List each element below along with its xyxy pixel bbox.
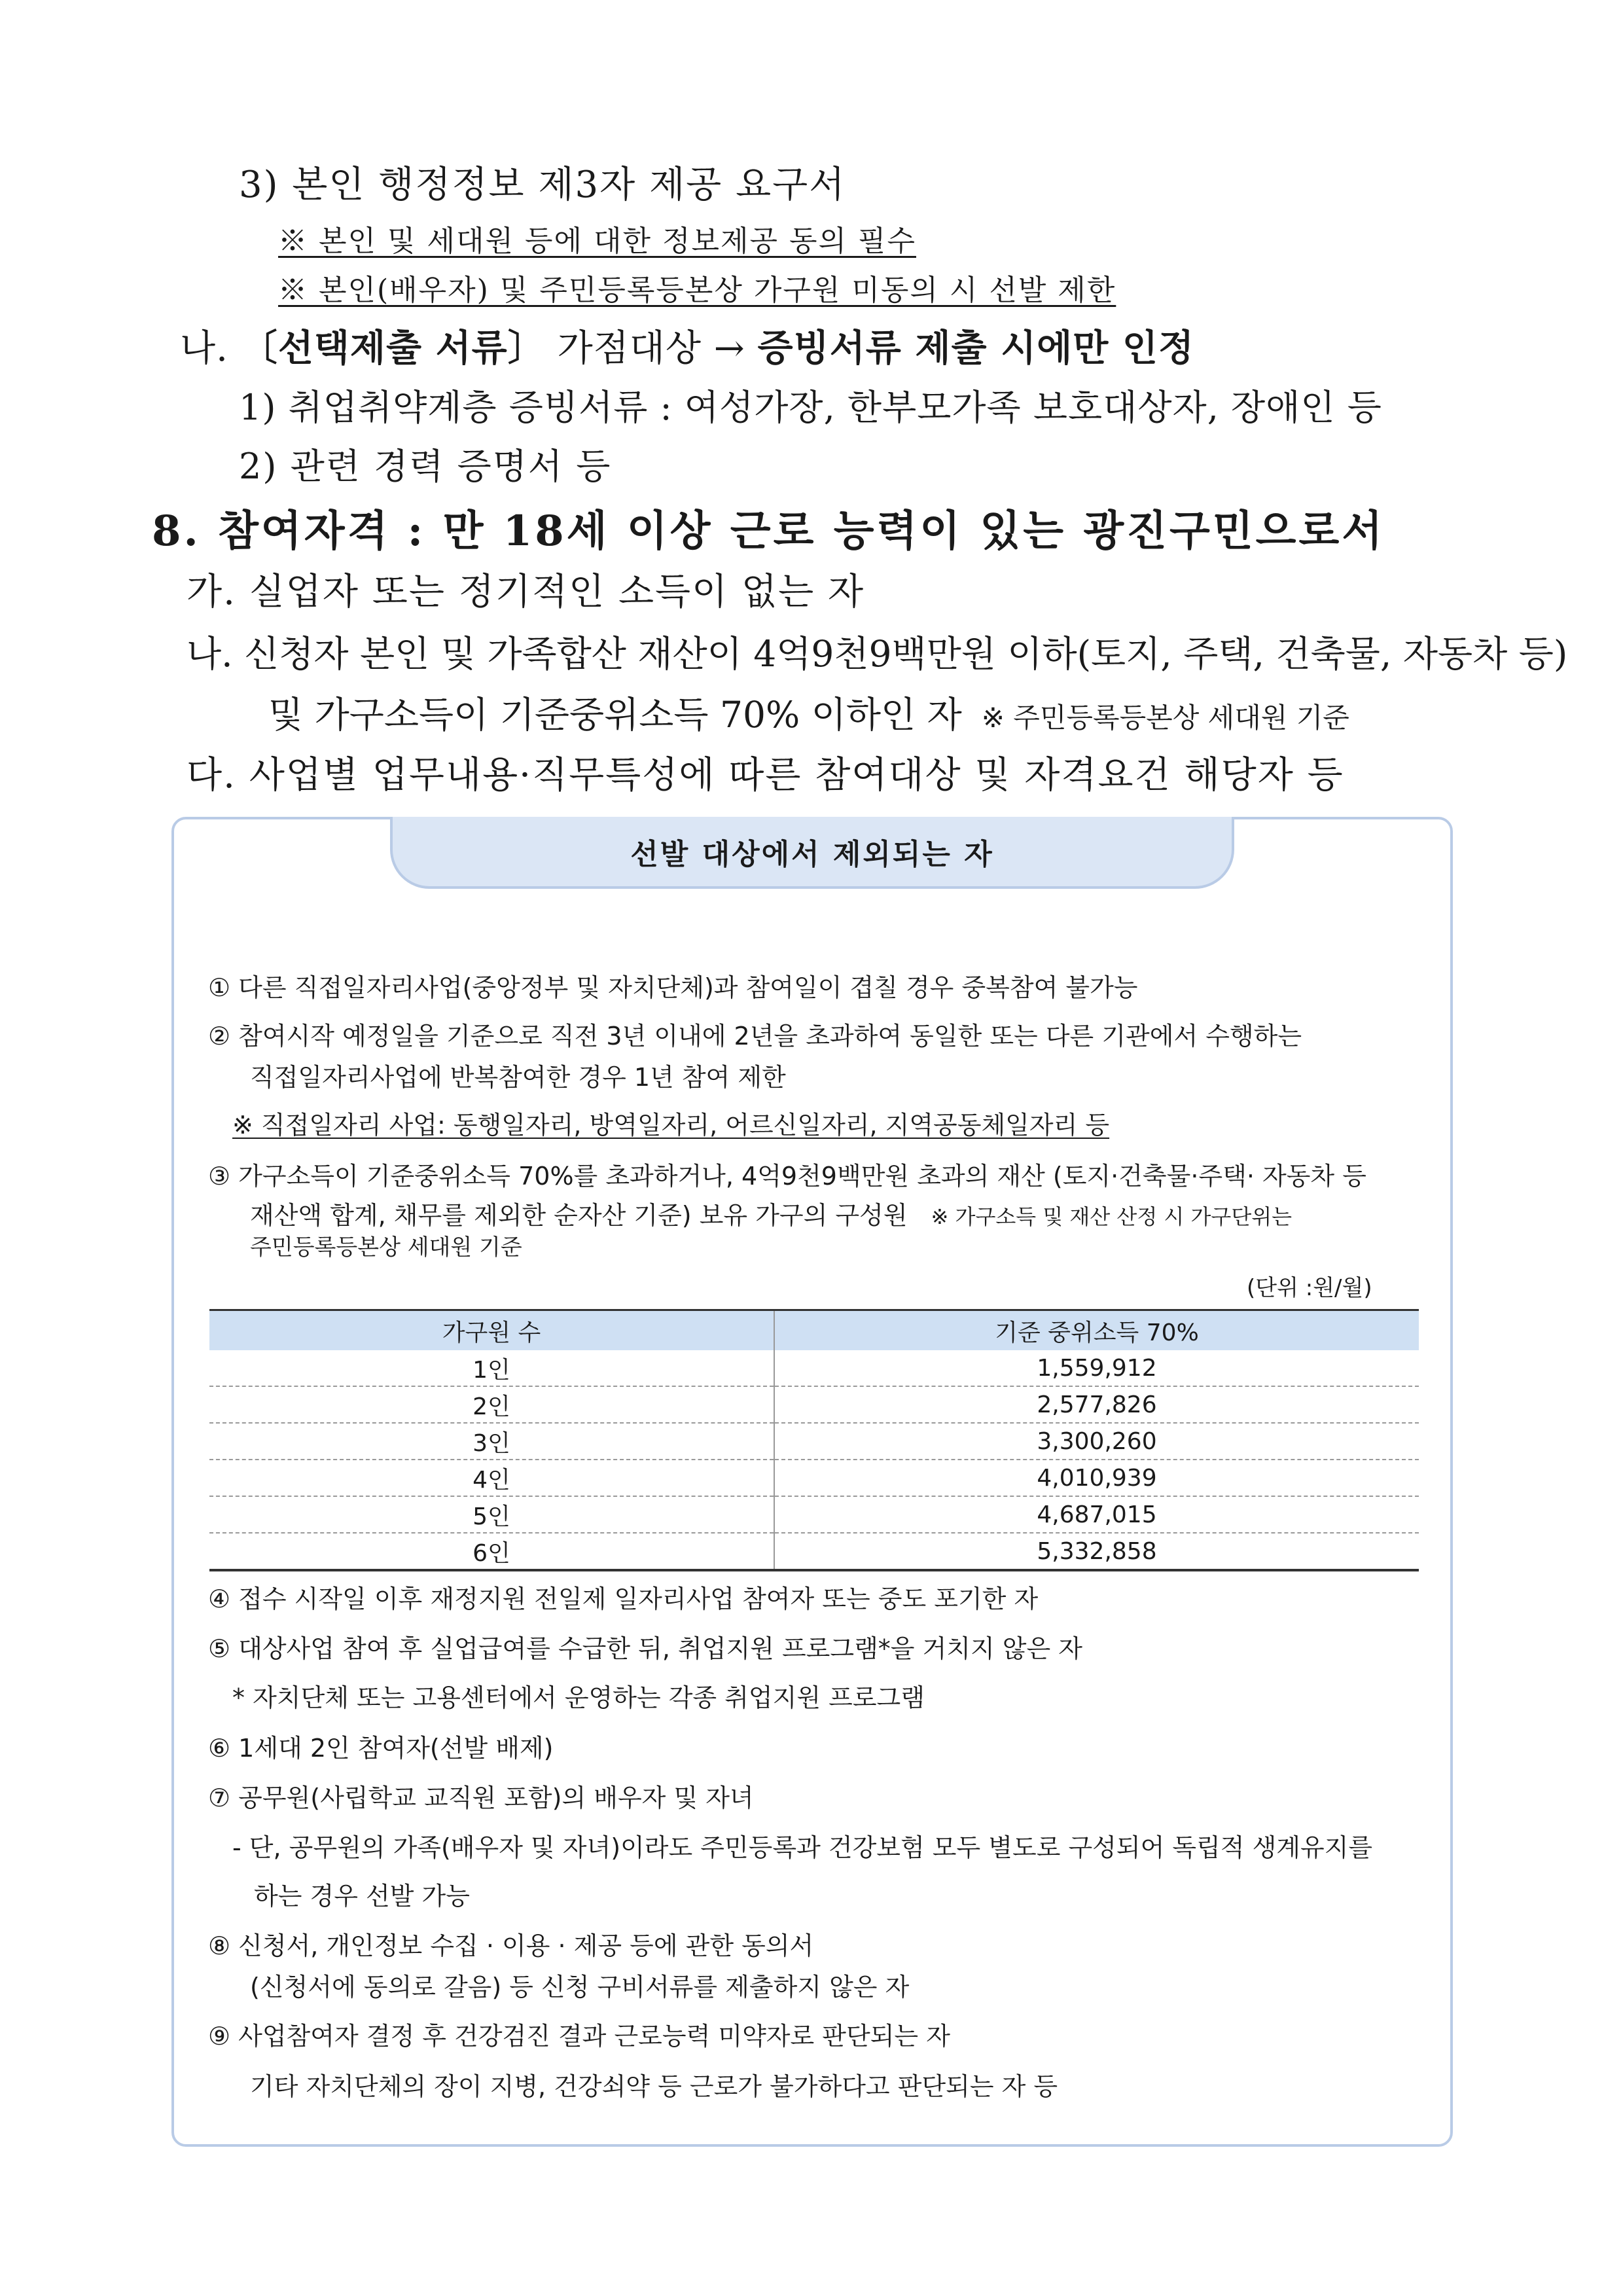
exclusion-item-6: ⑥ 1세대 2인 참여자(선발 배제)	[208, 1734, 554, 1763]
table-cell-income: 5,332,858	[774, 1533, 1419, 1570]
eligibility-b: 나. 신청자 본인 및 가족합산 재산이 4억9천9백만원 이하(토지, 주택, 건축물, 자동차 등)	[187, 633, 1568, 675]
optional-documents-label: 〔선택제출 서류〕	[240, 327, 545, 370]
median-income-table	[209, 1309, 1419, 1571]
eligibility-b-text: 및 가구소득이 기준중위소득 70% 이하인 자	[268, 694, 962, 736]
exclusion-item-2-continued: 직접일자리사업에 반복참여한 경우 1년 참여 제한	[250, 1063, 786, 1092]
table-row	[209, 1496, 1419, 1533]
note-selection-restriction: ※ 본인(배우자) 및 주민등록등본상 가구원 미동의 시 선발 제한	[278, 274, 1116, 307]
note-consent-required: ※ 본인 및 세대원 등에 대한 정보제공 동의 필수	[278, 224, 916, 258]
exclusion-item-2-note: ※ 직접일자리 사업: 동행일자리, 방역일자리, 어르신일자리, 지역공동체일자리 등	[232, 1111, 1110, 1139]
bonus-target-text: 가점대상 →	[544, 327, 758, 370]
exclusion-item-3-continued	[250, 1195, 1292, 1231]
optional-documents-line	[180, 319, 1194, 372]
section-8-heading: 8. 참여자격 : 만 18세 이상 근로 능력이 있는 광진구민으로서	[152, 507, 1385, 556]
exclusion-item-1: ① 다른 직접일자리사업(중앙정부 및 자치단체)과 참여일이 겹칠 경우 중복참여 불가능	[208, 973, 1138, 1002]
exclusion-item-7-exception: - 단, 공무원의 가족(배우자 및 자녀)이라도 주민등록과 건강보험 모두 별도로 구성되어 독립적 생계유지를	[232, 1833, 1373, 1862]
table-header-row	[209, 1310, 1419, 1351]
eligibility-a: 가. 실업자 또는 정기적인 소득이 없는 자	[187, 571, 865, 613]
sub-item-1: 1) 취업취약계층 증빙서류 : 여성가장, 한부모가족 보호대상자, 장애인 등	[239, 387, 1382, 428]
eligibility-b-note: ※ 주민등록등본상 세대원 기준	[981, 702, 1349, 734]
table-cell-household: 4인	[209, 1460, 774, 1496]
table-cell-household: 6인	[209, 1533, 774, 1570]
table-unit-label: (단위 :원/월)	[1247, 1275, 1372, 1301]
exclusion-item-2: ② 참여시작 예정일을 기준으로 직전 3년 이내에 2년을 초과하여 동일한 또는 다른 기관에서 수행하는	[208, 1022, 1302, 1050]
exclusion-box-header	[390, 817, 1234, 889]
table-cell-household: 3인	[209, 1423, 774, 1460]
table-header-household: 가구원 수	[209, 1310, 774, 1351]
exclusion-item-7: ⑦ 공무원(사립학교 교직원 포함)의 배우자 및 자녀	[208, 1784, 754, 1812]
table-row	[209, 1533, 1419, 1570]
na-prefix: 나.	[180, 327, 241, 370]
table-row	[209, 1423, 1419, 1460]
exclusion-item-5-note: * 자치단체 또는 고용센터에서 운영하는 각종 취업지원 프로그램	[232, 1683, 925, 1712]
exclusion-item-5: ⑤ 대상사업 참여 후 실업급여를 수급한 뒤, 취업지원 프로그램*을 거치지 않은 자	[208, 1634, 1082, 1663]
exclusion-item-3: ③ 가구소득이 기준중위소득 70%를 초과하거나, 4억9천9백만원 초과의 재산 (토지·건축물·주택· 자동차 등	[208, 1162, 1366, 1191]
exclusion-item-8: ⑧ 신청서, 개인정보 수집 · 이용 · 제공 등에 관한 동의서	[208, 1931, 814, 1960]
exclusion-item-3-text: 재산액 합계, 채무를 제외한 순자산 기준) 보유 가구의 구성원	[250, 1201, 908, 1230]
table-row	[209, 1460, 1419, 1496]
exclusion-item-3-note: ※ 가구소득 및 재산 산정 시 가구단위는	[931, 1204, 1293, 1229]
item-3-self-admin-info: 3) 본인 행정정보 제3자 제공 요구서	[239, 164, 846, 206]
exclusion-item-8-continued: (신청서에 동의로 갈음) 등 신청 구비서류를 제출하지 않은 자	[250, 1973, 910, 2001]
table-cell-household: 1인	[209, 1350, 774, 1386]
table-cell-income: 2,577,826	[774, 1386, 1419, 1423]
table-cell-income: 4,687,015	[774, 1496, 1419, 1533]
table-cell-income: 1,559,912	[774, 1350, 1419, 1386]
proof-required-text: 증빙서류 제출 시에만 인정	[757, 327, 1195, 370]
table-row	[209, 1386, 1419, 1423]
exclusion-item-9-continued: 기타 자치단체의 장이 지병, 건강쇠약 등 근로가 불가하다고 판단되는 자 등	[250, 2072, 1058, 2101]
table-cell-household: 5인	[209, 1496, 774, 1533]
table-row	[209, 1350, 1419, 1386]
exclusion-item-7-exception-continued: 하는 경우 선발 가능	[254, 1882, 470, 1910]
eligibility-b-continued	[268, 686, 1349, 738]
exclusion-box-title: 선발 대상에서 제외되는 자	[630, 838, 994, 871]
table-cell-household: 2인	[209, 1386, 774, 1423]
exclusion-item-4: ④ 접수 시작일 이후 재정지원 전일제 일자리사업 참여자 또는 중도 포기한 자	[208, 1585, 1039, 1613]
exclusion-item-3-note-continued: 주민등록등본상 세대원 기준	[250, 1234, 522, 1261]
table-cell-income: 4,010,939	[774, 1460, 1419, 1496]
eligibility-c: 다. 사업별 업무내용·직무특성에 따른 참여대상 및 자격요건 해당자 등	[187, 754, 1344, 797]
sub-item-2: 2) 관련 경력 증명서 등	[239, 446, 612, 487]
table-cell-income: 3,300,260	[774, 1423, 1419, 1460]
table-header-income: 기준 중위소득 70%	[774, 1310, 1419, 1351]
exclusion-item-9: ⑨ 사업참여자 결정 후 건강검진 결과 근로능력 미약자로 판단되는 자	[208, 2022, 950, 2051]
